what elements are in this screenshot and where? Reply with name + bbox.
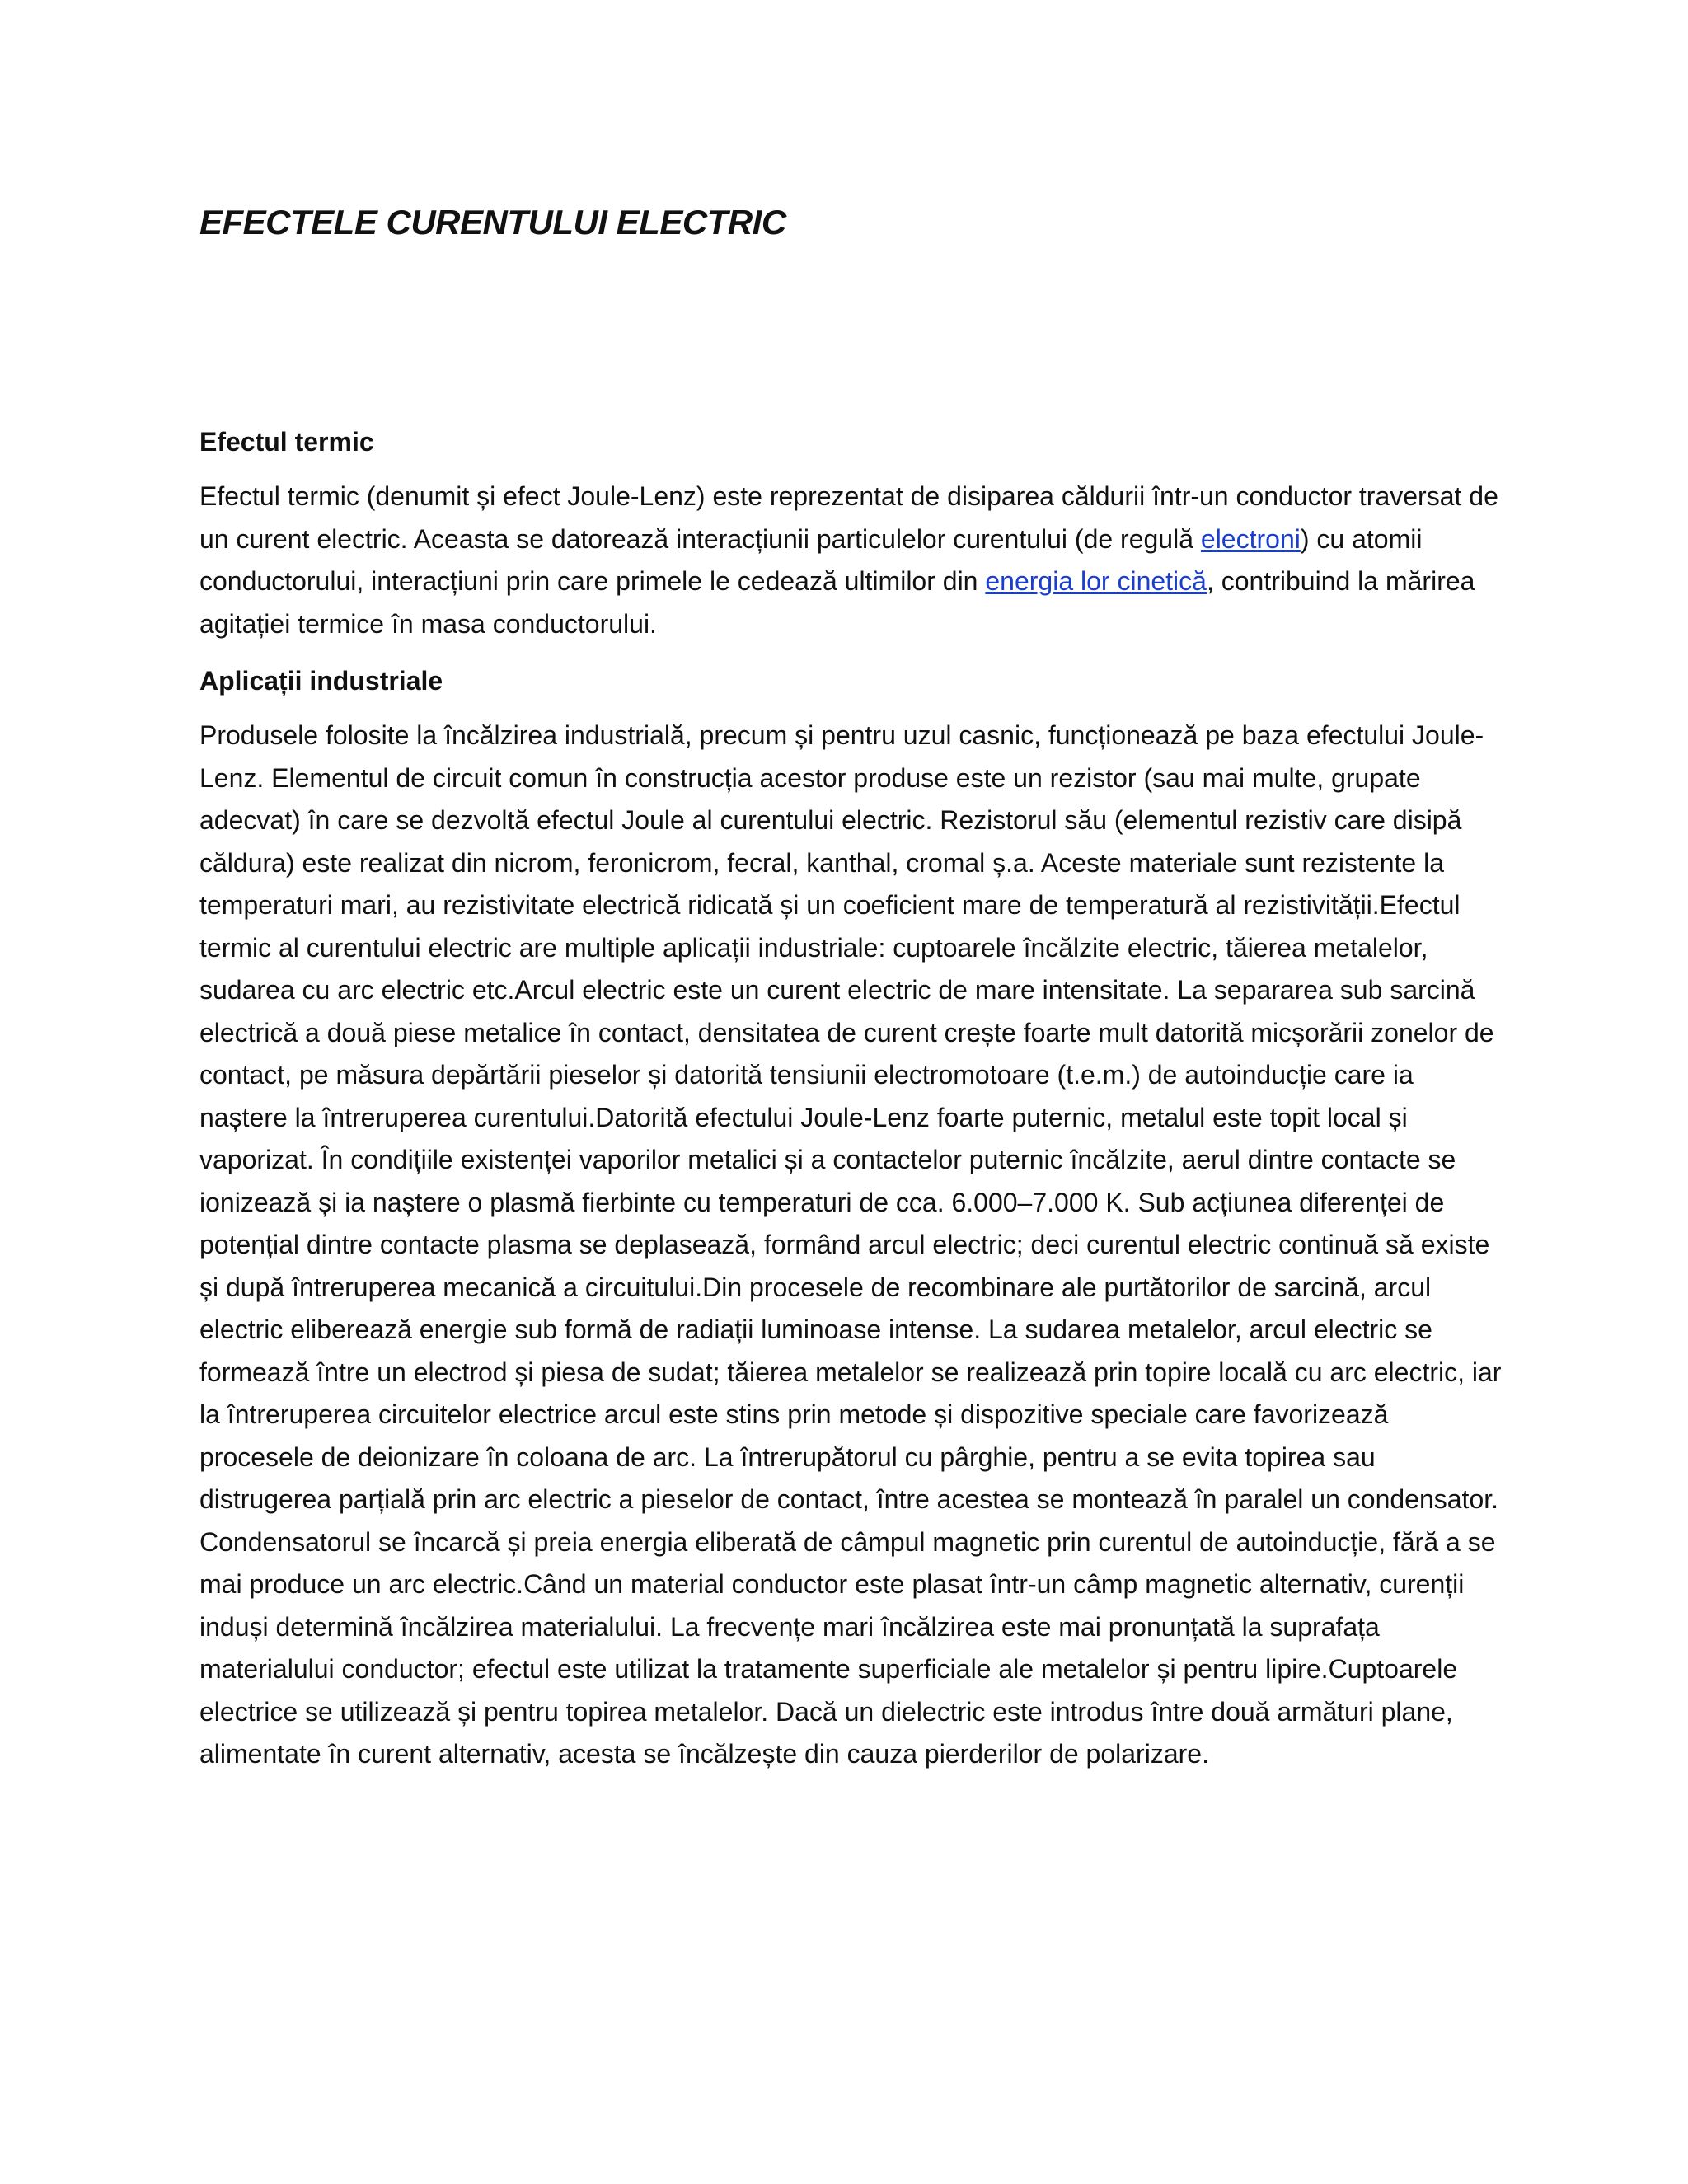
section-paragraph-aplicatii-industriale: Produsele folosite la încălzirea industrială, precum și pentru uzul casnic, funcționează pe baza efectului Joule-Lenz. Elementul de circuit comun în construcția acestor produse este un rezistor (sau mai multe, grupate adecvat) în care se dezvoltă efectul Joule al curentului electric. Rezistorul său (elementul rezistiv care disipă căldura) este realizat din nicrom, feronicrom, fecral, kanthal, cromal ș.a. Aceste materiale sunt rezistente la temperaturi mari, au rezistivitate electrică ridicată și un coeficient mare de temperatură al rezistivității.Efectul termic al curentului electric are multiple aplicații industriale: cuptoarele încălzite electric, tăierea metalelor, sudarea cu arc electric etc.Arcul electric este un curent electric de mare intensitate. La separarea sub sarcină electrică a două piese metalice în contact, densitatea de curent crește foarte mult datorită micșorării zonelor de contact, pe măsura depărtării pieselor și datorită tensiunii electromotoare (t.e.m.) de autoinducție care ia naștere la întreruperea curentului.Datorită efectului Joule-Lenz foarte puternic, metalul este topit local și vaporizat. În condițiile existenței vaporilor metalici și a contactelor puternic încălzite, aerul dintre contacte se ionizează și ia naștere o plasmă fierbinte cu temperaturi de cca. 6.000–7.000 K. Sub acțiunea diferenței de potențial dintre contacte plasma se deplasează, formând arcul electric; deci curentul electric continuă să existe și după întreruperea mecanică a circuitului.Din procesele de recombinare ale purtătorilor de sarcină, arcul electric eliberează energie sub formă de radiații luminoase intense. La sudarea metalelor, arcul electric se formează între un electrod și piesa de sudat; tăierea metalelor se realizează prin topire locală cu arc electric, iar la întreruperea circuitelor electrice arcul este stins prin metode și dispozitive speciale care favorizează procesele de deionizare în coloana de arc. La întrerupătorul cu pârghie, pentru a se evita topirea sau distrugerea parțială prin arc electric a pieselor de contact, între acestea se montează în paralel un condensator. Condensatorul se încarcă și preia energia eliberată de câmpul magnetic prin curentul de autoinducție, fără a se mai produce un arc electric.Când un material conductor este plasat într-un câmp magnetic alternativ, curenții induși determină încălzirea materialului. La frecvențe mari încălzirea este mai pronunțată la suprafața materialului conductor; efectul este utilizat la tratamente superficiale ale metalelor și pentru lipire.Cuptoarele electrice se utilizează și pentru topirea metalelor. Dacă un dielectric este introdus între două armături plane, alimentate în curent alternativ, acesta se încălzește din cauza pierderilor de polarizare. [199, 720, 1502, 1769]
link-energia-lor-cinetica[interactable]: energia lor cinetică [985, 566, 1207, 596]
section-heading-aplicatii-industriale: Aplicații industriale [199, 666, 443, 696]
link-electroni[interactable]: electroni [1200, 523, 1301, 554]
document-title: EFECTELE CURENTULUI ELECTRIC [199, 203, 786, 241]
document-content [199, 198, 1502, 1776]
paragraph-text-segment: , contribuind la mărirea agitației termice în masa conductorului. [199, 566, 1475, 639]
paragraph-text-segment: Efectul termic (denumit și efect Joule-Lenz) este reprezentat de disiparea căldurii într-un conductor traversat de un curent electric. Aceasta se datorează interacțiunii particulelor curentului (de regulă [199, 481, 1498, 554]
section-paragraph-efectul-termic [199, 476, 1502, 645]
section-heading-efectul-termic: Efectul termic [199, 427, 374, 457]
paragraph-text-segment: ) cu atomii conductorului, interacțiuni prin care primele le cedează ultimilor din [199, 523, 1423, 596]
